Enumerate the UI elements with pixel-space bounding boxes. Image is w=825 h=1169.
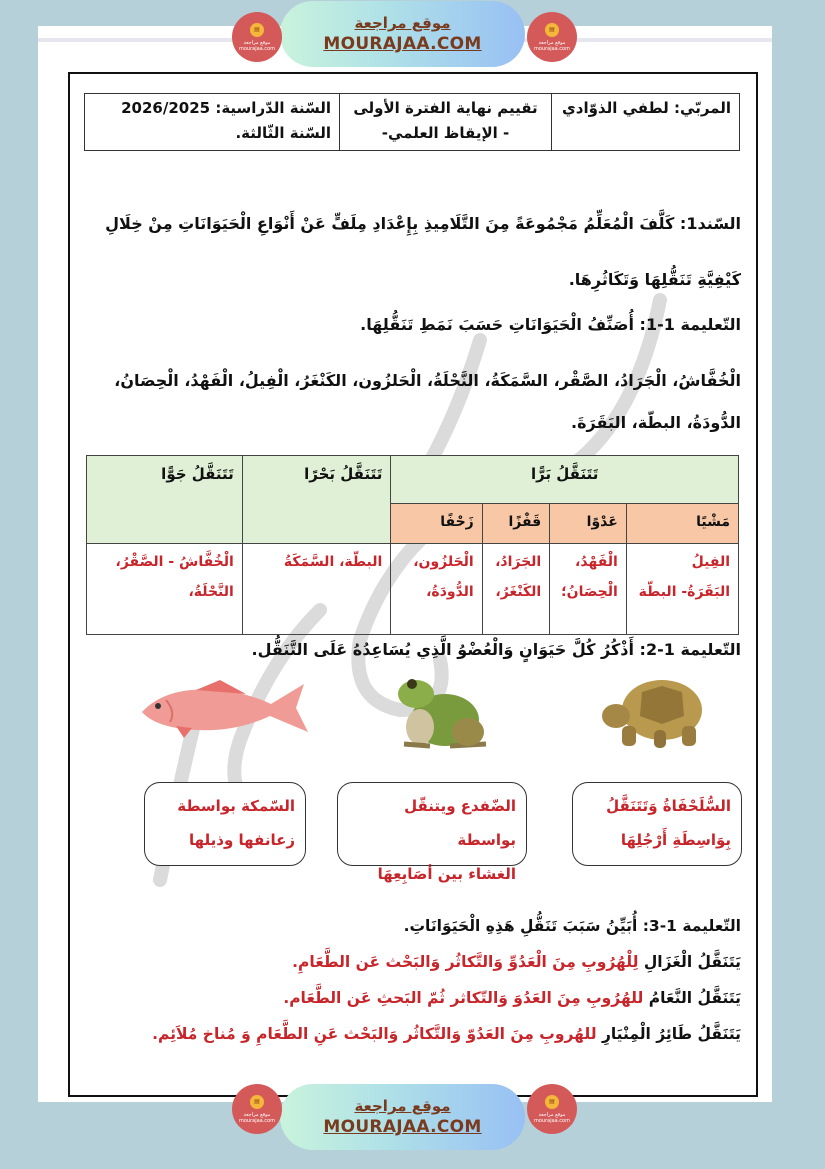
exam-header-table (84, 93, 740, 151)
instruction-1-1 (91, 308, 741, 342)
book-icon: ▤ (545, 23, 559, 37)
grade-level: السّنة الثّالثة. (235, 124, 331, 142)
site-banner-top[interactable] (280, 1, 525, 67)
header-air: تَتَنَقَّلُ جَوًّا (87, 456, 243, 544)
site-logo-right-top[interactable] (527, 12, 577, 62)
instruction-1-1-text: أُصَنِّفُ الْحَيَوَانَاتِ حَسَبَ نَمَطِ تَنَقُّلِهَا. (360, 315, 634, 334)
instruction-1-1-label: التّعليمة 1-1: (639, 315, 741, 334)
answer-flamingo: يَتَنَقَّلُ طَائِرُ الْمِنْيَارِ للهُروبِ مِنَ العَدُوّ وَالتَّكاثُر وَالبَحْث عَنِ الطَّعَامِ وَ مُناخ مُلاَئِم. (152, 1025, 741, 1043)
subheader-walking: مَشْيًا (626, 504, 738, 544)
caption-tortoise: السُّلَحْفَاةُ وَتَتَنَقَّلُ بِوَاسِطَةِ أَرْجُلِهَا (572, 782, 742, 866)
animal-list (81, 360, 741, 444)
animal-list-line-2: الدُّودَةُ، البطّة، البَقَرَةَ. (571, 413, 741, 432)
answer-sea: البطّة، السَّمَكَةُ (242, 544, 391, 635)
instruction-1-3 (81, 908, 741, 1052)
book-icon: ▤ (250, 23, 264, 37)
frog-image (390, 672, 490, 752)
instruction-1-3-label: التّعليمة 1-3: (642, 917, 741, 935)
answer-running: الْفَهْدُ، الْحِصَانُ؛ (550, 544, 627, 635)
logo-caption: موقع مراجعة mourajaa.com (533, 39, 570, 52)
teacher-name: المربّي: لطفي الذوّادي (552, 94, 740, 151)
movement-classification-table (86, 455, 739, 635)
animal-list-line-1: الْخُفَّاشُ، الْجَرَادُ، الصَّقْر، السَّمَكَةُ، النَّحْلَةُ، الْحَلزُون، الكَنْغَرُ، الْفِيلُ، الْفَهْدُ، الْحِصَانُ، (114, 371, 741, 390)
subheader-jumping: قَفْزًا (482, 504, 550, 544)
header-sea: تَتَنَقَّلُ بَحْرًا (242, 456, 391, 544)
caption-frog: الضّفدع ويتنقّل بواسطة الغشاء بين أصَابِعِهَا (337, 782, 527, 866)
context-paragraph (91, 196, 741, 308)
site-banner-bottom[interactable] (280, 1084, 525, 1150)
exam-title-line1: تقييم نهاية الفترة الأولى (353, 99, 538, 117)
instruction-1-2 (91, 636, 741, 664)
context-line-1: السّند1: كَلَّفَ الْمُعَلِّمُ مَجْمُوعَةً مِنَ التَّلَامِيذِ بِإِعْدَادِ مِلَفٍّ عَنْ أَنْوَاعِ الْحَيَوَانَاتِ مِنْ خِلَالِ (105, 214, 741, 233)
logo-caption: موقع مراجعة mourajaa.com (533, 1111, 570, 1124)
logo-caption: موقع مراجعة mourajaa.com (238, 39, 275, 52)
answer-ostrich: يَتَنَقَّلُ النَّعَامُ للهُرُوبِ مِنَ العَدُوَ وَالتّكاثر ثُمّ البَحثِ عَن الطَّعَام. (283, 989, 741, 1007)
site-logo-left-top[interactable] (232, 12, 282, 62)
book-icon: ▤ (545, 1095, 559, 1109)
school-year: السّنة الدّراسية: 2026/2025 (121, 99, 331, 117)
book-icon: ▤ (250, 1095, 264, 1109)
header-land: تَتَنَقَّلُ بَرًّا (391, 456, 739, 504)
site-name-ar[interactable]: موقع مراجعة (354, 1097, 451, 1115)
tortoise-image (592, 672, 712, 752)
site-logo-right-bottom[interactable] (527, 1084, 577, 1134)
context-line-2: كَيْفِيَّةِ تَنَقُّلِهَا وَتَكَاثُرِهَا. (568, 270, 741, 289)
site-logo-left-bottom[interactable] (232, 1084, 282, 1134)
instruction-1-2-text: أَذْكُرُ كُلَّ حَيَوَانٍ وَالْعُضْوُ الَّذِي يُسَاعِدُهُ عَلَى التَّنَقُّل. (251, 640, 634, 659)
answer-air: الْخُفَّاشُ - الصَّقْرُ، النَّحْلَةُ، (87, 544, 243, 635)
site-domain[interactable]: MOURAJAA.COM (323, 1117, 482, 1137)
answer-gazelle: يَتَنَقَّلُ الْغَزَالِ لِلْهُرُوبِ مِنَ الْعَدُوِّ وَالتَّكاثُر وَالبَحْث عَن الطَّعَامِ. (292, 953, 741, 971)
exam-title (340, 94, 552, 151)
answer-crawling: الْحَلزُون، الدُّودَةُ، (391, 544, 482, 635)
instruction-1-2-label: التّعليمة 1-2: (639, 640, 741, 659)
school-year-cell (85, 94, 340, 151)
answer-walking: الفِيلُ البَقَرَةُ- البطّة (626, 544, 738, 635)
fish-image (136, 676, 316, 738)
site-name-ar[interactable]: موقع مراجعة (354, 14, 451, 32)
subheader-crawling: زَحْفًا (391, 504, 482, 544)
context-label: السّند1: (679, 214, 741, 233)
subheader-running: عَدْوًا (550, 504, 627, 544)
logo-caption: موقع مراجعة mourajaa.com (238, 1111, 275, 1124)
caption-fish: السّمكة بواسطة زعانفها وذيلها (144, 782, 306, 866)
exam-title-line2: - الإيقاظ العلمي- (381, 124, 510, 142)
instruction-1-3-text: أُبَيِّنُ سَبَبَ تَنَقُّلِ هَذِهِ الْحَيَوَانَاتِ. (403, 917, 638, 935)
site-domain[interactable]: MOURAJAA.COM (323, 34, 482, 54)
answer-jumping: الجَرَادُ، الكَنْغَرُ، (482, 544, 550, 635)
